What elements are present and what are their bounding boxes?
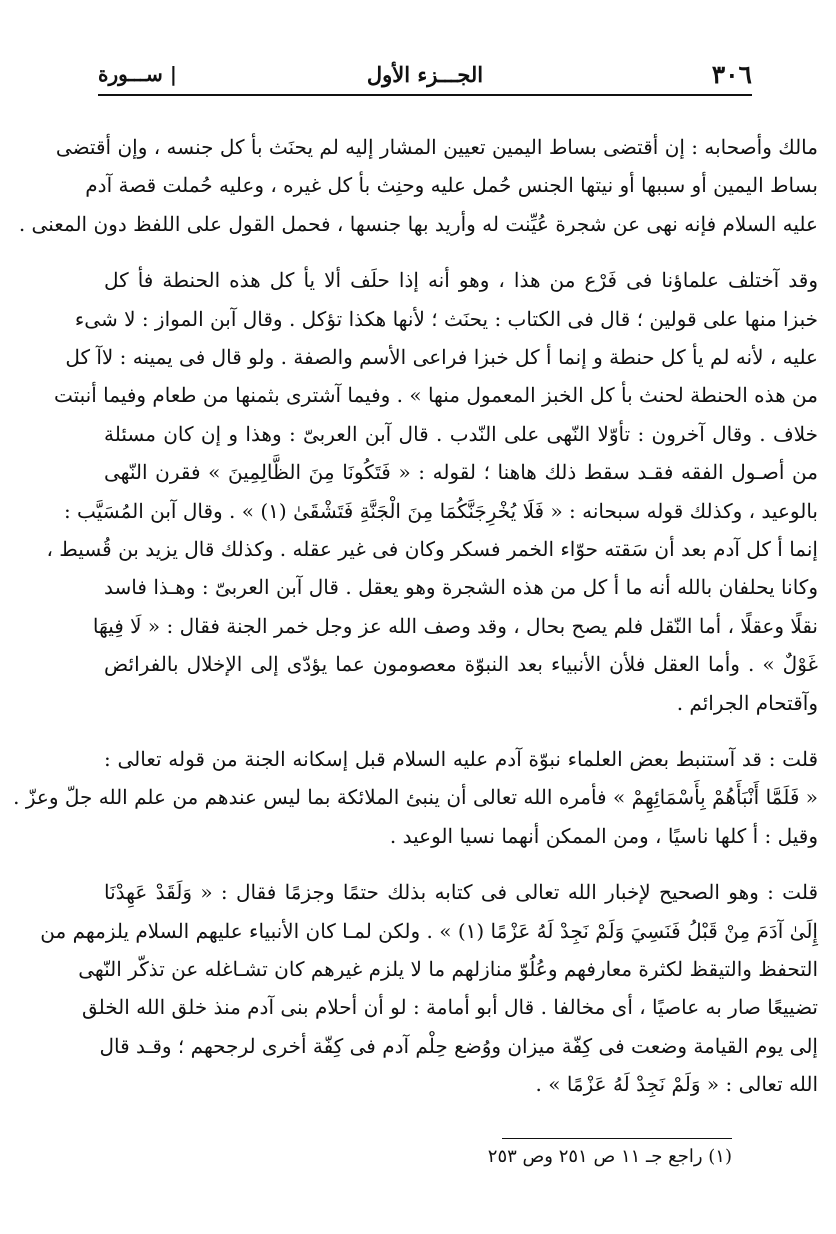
text-line: بالوعيد ، وكذلك قوله سبحانه : « فَلَا يُخْرِجَنَّكُمَا مِنَ الْجَنَّةِ فَتَشْقَىٰ (١) » . وقال آبن المُسَيَّب : [63, 498, 818, 523]
page-number: ٣٠٦ [711, 60, 752, 89]
text-line: التحفظ والتيقظ لكثرة معارفهم وعُلُوّ منازلهم ما لا يلزم غيرهم كان تشـاغله عن تذكّر النّهى [78, 957, 818, 981]
page-header [98, 60, 752, 94]
text-line: إنما أ كل آدم بعد أن سَقته حوّاء الخمر فسكر وكان فى غير عقله . وكذلك قال يزيد بن قُسيط ، [46, 537, 818, 561]
text-line: وقد آختلف علماؤنا فى فَرْع من هذا ، وهو أنه إذا حلَف ألا يأ كل هذه الحنطة فأ كل [104, 268, 818, 293]
text-line: إِلَىٰ آدَمَ مِنْ قَبْلُ فَنَسِيَ وَلَمْ نَجِدْ لَهُ عَزْمًا (١) » . ولكن لمـا كان الأنبياء عليهم السلام يلزمهم من [40, 918, 818, 943]
sura-label: | ســـورة [98, 62, 178, 86]
text-line: وكانا يحلفان بالله أنه ما أ كل من هذه الشجرة وهو يعقل . قال آبن العربىّ : وهـذا فاسد [104, 575, 818, 600]
text-line: وآقتحام الجرائم . [676, 690, 818, 715]
text-line: « فَلَمَّا أَنْبَأَهُمْ بِأَسْمَائِهِمْ » فأمره الله تعالى أن ينبئ الملائكة بما ليس عندهم من علم الله جلّ وعزّ . [13, 785, 818, 810]
text-line: عليه ، لأنه لم يأ كل حنطة و إنما أ كل خبزا فراعى الأسم والصفة . ولو قال فى يمينه : لاآ كل [65, 345, 818, 369]
text-line: بساط اليمين أو سببها أو نيتها الجنس حُمل عليه وحنِث بأ كل غيره ، وعليه حُملت قصة آدم [85, 173, 818, 198]
text-line: خبزا منها على قولين ؛ قال فى الكتاب : يحنَث ؛ لأنها هكذا تؤكل . وقال آبن المواز : لا شىء [74, 306, 818, 331]
footnote: (١) راجع جـ ١١ ص ٢٥١ وص ٢٥٣ [487, 1146, 732, 1167]
footnote-rule [502, 1138, 732, 1139]
text-line: مالك وأصحابه : إن أقتضى بساط اليمين تعيين المشار إليه لم يحنَث بأ كل جنسه ، وإن أقتضى [55, 135, 818, 159]
text-line: إلى يوم القيامة وضعت فى كِفّة ميزان ووُضع حِلْم آدم فى كِفّة أخرى لرجحهم ؛ وقـد قال [99, 1033, 818, 1058]
text-line: غَوْلٌ » . وأما العقل فلأن الأنبياء بعد النبوّة معصومون عما يؤدّى إلى الإخلال بالفرائض [104, 652, 818, 677]
text-line: من هذه الحنطة لحنث بأ كل الخبز المعمول منها » . وفيما آشترى بثمنها من طعام وفيما أنبتت [53, 383, 818, 408]
text-line: قلت : قد آستنبط بعض العلماء نبوّة آدم عليه السلام قبل إسكانه الجنة من قوله تعالى : [104, 747, 818, 771]
text-line: وقيل : أ كلها ناسيًا ، ومن الممكن أنهما نسيا الوعيد . [389, 823, 818, 848]
text-line: تضييعًا صار به عاصيًا ، أى مخالفا . قال أبو أمامة : لو أن أحلام بنى آدم منذ خلق الله الخلق [81, 995, 818, 1020]
text-line: من أصـول الفقه فقـد سقط ذلك هاهنا ؛ لقوله : « فَتَكُونَا مِنَ الظَّالِمِينَ » فقرن النّهى [104, 460, 818, 485]
text-line: خلاف . وقال آخرون : تأوّلا النّهى على النّدب . قال آبن العربىّ : وهذا و إن كان مسئلة [104, 421, 818, 446]
text-line: الله تعالى : « وَلَمْ نَجِدْ لَهُ عَزْمًا » . [535, 1072, 818, 1097]
text-line: نقلًا وعقلًا ، أما النّقل فلم يصح بحال ، وقد وصف الله عز وجل خمر الجنة فقال : « لَا فِيهَا [92, 613, 818, 638]
header-rule [98, 94, 752, 96]
text-line: عليه السلام فإنه نهى عن شجرة عُيِّنت له وأريد بها جنسها ، فحمل القول على اللفظ دون المعنى . [18, 211, 818, 236]
running-title: الجـــزء الأول [366, 62, 484, 87]
text-line: قلت : وهو الصحيح لإخبار الله تعالى فى كتابه بذلك حتمًا وجزمًا فقال : « وَلَقَدْ عَهِدْنَا [104, 880, 818, 905]
